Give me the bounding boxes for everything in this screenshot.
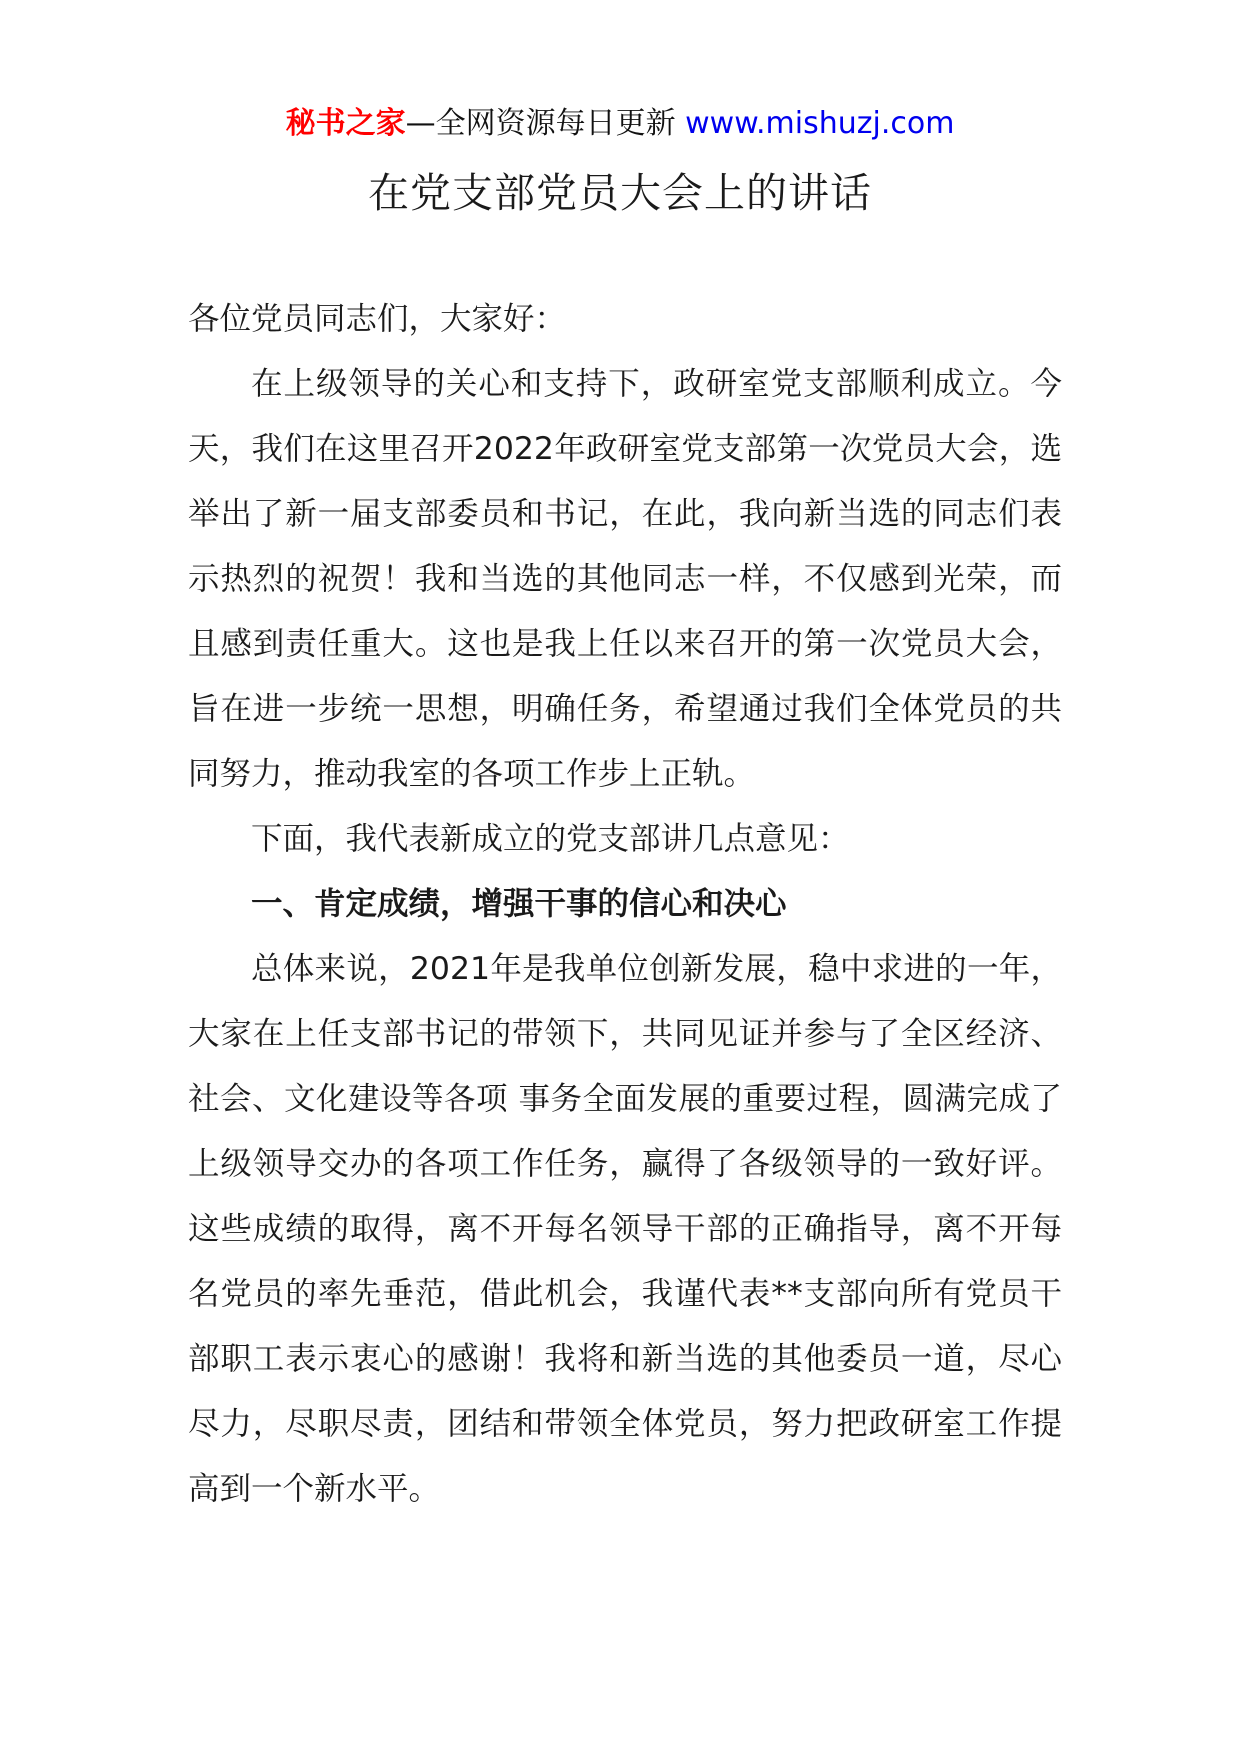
site-url-link[interactable]: www.mishuzj.com — [685, 106, 955, 141]
header-tagline: —全网资源每日更新 — [405, 106, 676, 141]
paragraph: 下面，我代表新成立的党支部讲几点意见： — [251, 821, 850, 857]
site-header — [0, 100, 1240, 148]
brand-name: 秘书之家 — [285, 106, 406, 141]
paragraph: 在上级领导的关心和支持下，政研室党支部顺利成立。今天，我们在这里召开2022年政研室党支部第一次党员大会，选举出了新一届支部委员和书记，在此，我向新当选的同志们表示热烈的祝贺！我和当选的其他同志一样，不仅感到光荣，而且感到责任重大。这也是我上任以来召开的第一次党员大会，旨在进一步统一思想，明确任务，希望通过我们全体党员的共同努力，推动我室的各项工作步上正轨。 — [188, 366, 1062, 792]
paragraph: 总体来说，2021年是我单位创新发展，稳中求进的一年，大家在上任支部书记的带领下，共同见证并参与了全区经济、社会、文化建设等各项 事务全面发展的重要过程，圆满完成了上级领导交办的各项工作任务，赢得了各级领导的一致好评。这些成绩的取得，离不开每名领导干部的正确指导，离不开每名党员的率先垂范，借此机会，我谨代表**支部向所有党员干部职工表示衷心的感谢！我将和新当选的其他委员一道，尽心尽力，尽职尽责，团结和带领全体党员，努力把政研室工作提高到一个新水平。 — [188, 951, 1062, 1507]
salutation: 各位党员同志们，大家好： — [188, 301, 567, 337]
document-body — [188, 287, 1062, 1522]
document-title: 在党支部党员大会上的讲话 — [368, 169, 872, 217]
section-heading: 一、肯定成绩，增强干事的信心和决心 — [251, 886, 787, 922]
